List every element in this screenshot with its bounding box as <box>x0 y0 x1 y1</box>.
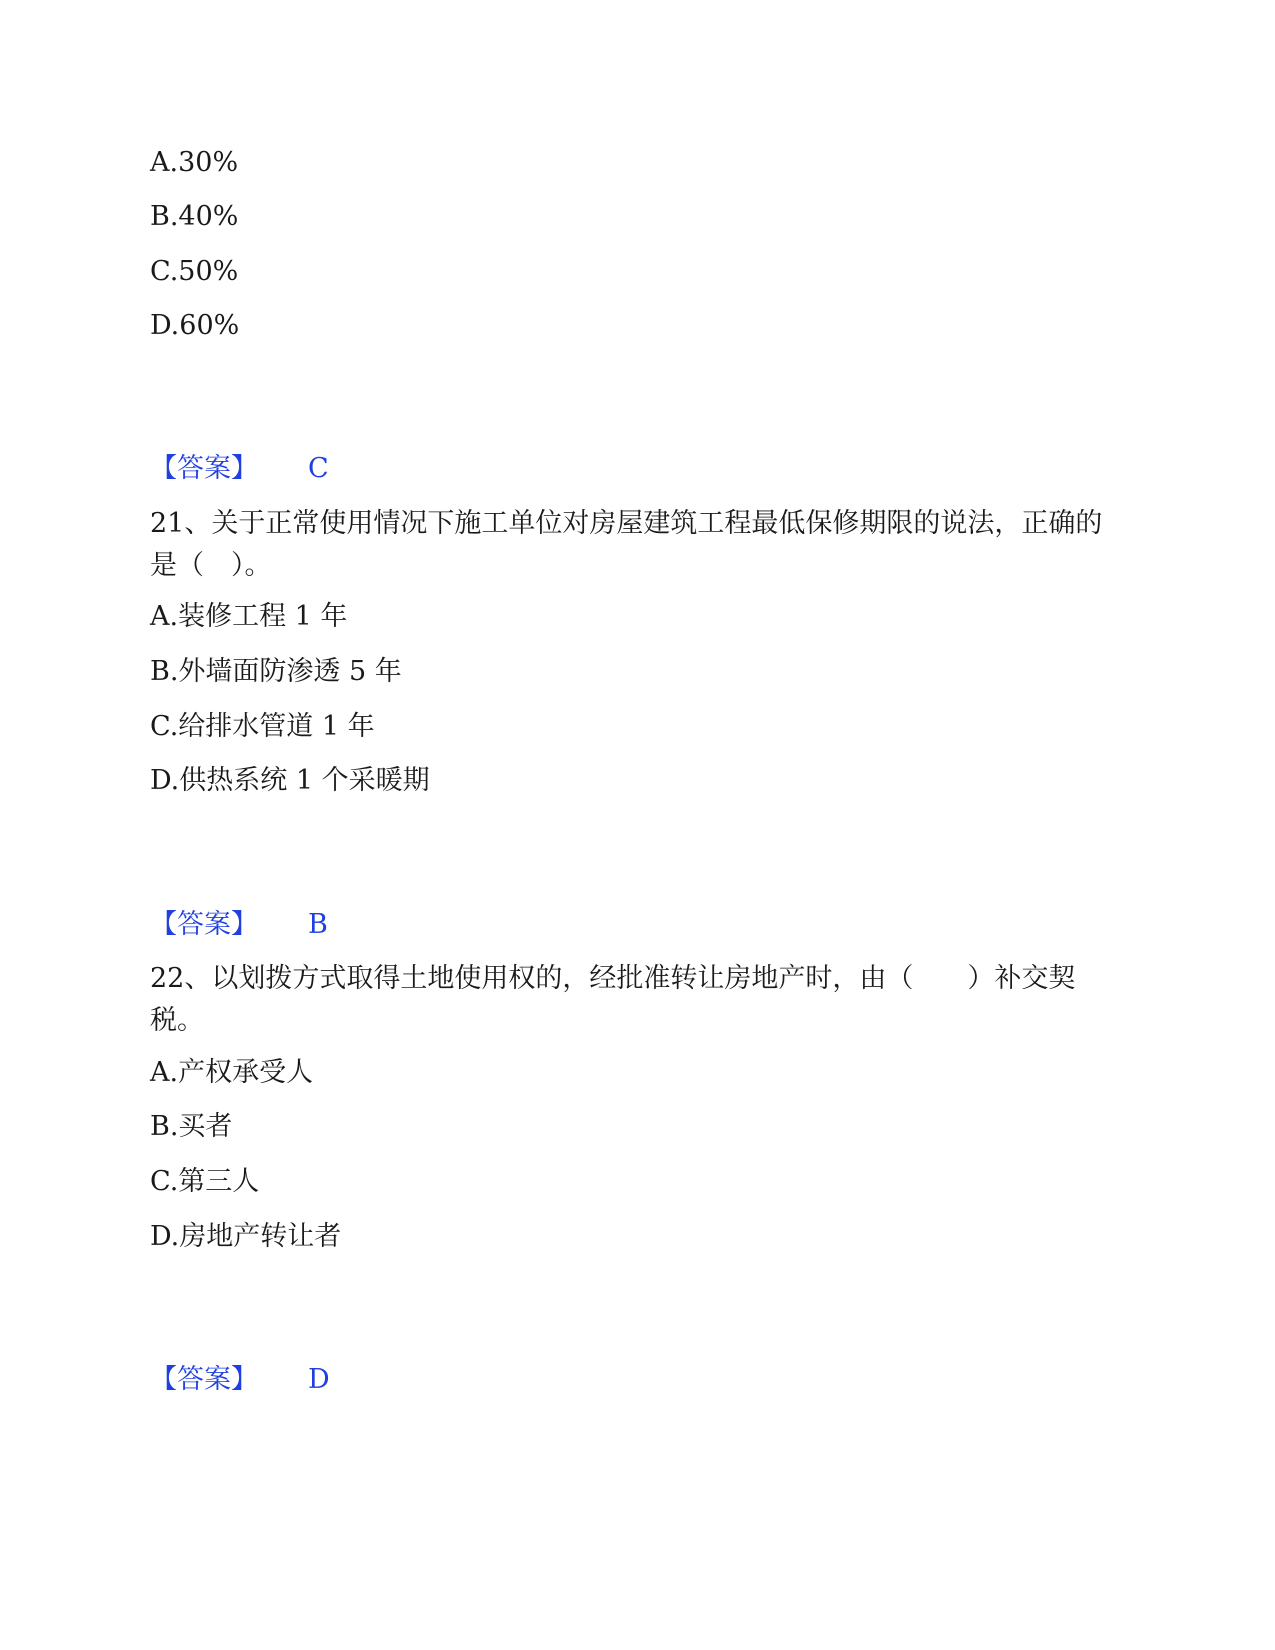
option-c: C.50% <box>150 256 239 287</box>
q22-option-b: B.买者 <box>150 1111 233 1142</box>
question-21-stem: 21、关于正常使用情况下施工单位对房屋建筑工程最低保修期限的说法，正确的是（ ）。 <box>150 508 1103 581</box>
option-d: D.60% <box>150 310 240 341</box>
question-22-stem: 22、以划拨方式取得土地使用权的，经批准转让房地产时，由（ ）补交契税。 <box>150 963 1076 1036</box>
option-a: A.30% <box>150 147 239 178</box>
option-b: B.40% <box>150 201 239 232</box>
q21-option-b: B.外墙面防渗透 5 年 <box>150 656 402 687</box>
q21-option-c: C.给排水管道 1 年 <box>150 711 375 742</box>
q21-answer-value: B <box>308 909 328 940</box>
q22-option-a: A.产权承受人 <box>150 1057 314 1088</box>
q21-answer-line <box>150 908 328 942</box>
q22-answer-value: D <box>308 1364 330 1395</box>
answer-label: 【答案】 <box>150 453 258 484</box>
q22-option-d: D.房地产转让者 <box>150 1221 342 1252</box>
q22-answer-label: 【答案】 <box>150 1364 258 1395</box>
q22-option-c: C.第三人 <box>150 1166 260 1197</box>
answer-line <box>150 452 329 486</box>
q21-answer-label: 【答案】 <box>150 909 258 940</box>
answer-value: C <box>308 453 329 484</box>
q21-option-a: A.装修工程 1 年 <box>150 601 348 632</box>
q22-answer-line <box>150 1363 330 1397</box>
q21-option-d: D.供热系统 1 个采暖期 <box>150 765 430 796</box>
